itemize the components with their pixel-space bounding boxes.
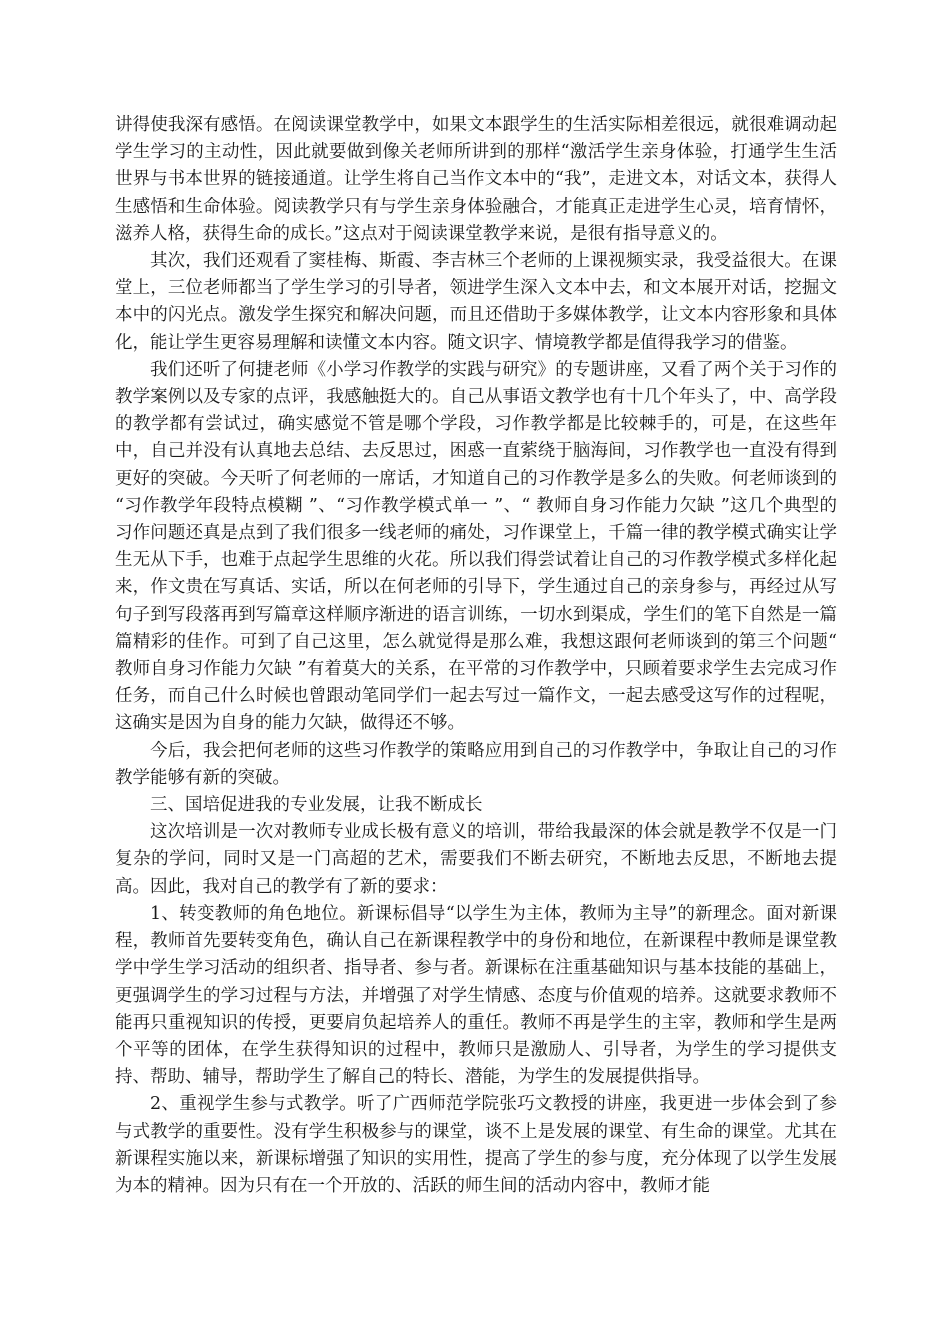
paragraph: 这次培训是一次对教师专业成长极有意义的培训，带给我最深的体会就是教学不仅是一门复杂的学问，同时又是一门高超的艺术，需要我们不断去研究，不断地去反思，不断地去提高。因此，我对自己的教学有了新的要求： (115, 822, 837, 897)
paragraph: 1、转变教师的角色地位。新课标倡导“以学生为主体，教师为主导”的新理念。面对新课程，教师首先要转变角色，确认自己在新课程教学中的身份和地位，在新课程中教师是课堂教学中学生学习活动的组织者、指导者、参与者。新课标在注重基础知识与基本技能的基础上，更强调学生的学习过程与方法，并增强了对学生情感、态度与价值观的培养。这就要求教师不能再只重视知识的传授，更要肩负起培养人的重任。教师不再是学生的主宰，教师和学生是两个平等的团体，在学生获得知识的过程中，教师只是激励人、引导者，为学生的学习提供支持、帮助、辅导，帮助学生了解自己的特长、潜能，为学生的发展提供指导。 (115, 903, 837, 1088)
paragraph: 今后，我会把何老师的这些习作教学的策略应用到自己的习作教学中，争取让自己的习作教学能够有新的突破。 (115, 740, 837, 788)
paragraph: 我们还听了何捷老师《小学习作教学的实践与研究》的专题讲座，又看了两个关于习作的教学案例以及专家的点评，我感触挺大的。自己从事语文教学也有十几个年头了，中、高学段的教学都有尝试过，确实感觉不管是哪个学段，习作教学都是比较棘手的，可是，在这些年中，自己并没有认真地去总结、去反思过，困惑一直萦绕于脑海间，习作教学也一直没有得到更好的突破。今天听了何老师的一席话，才知道自己的习作教学是多么的失败。何老师谈到的 “习作教学年段特点模糊 ”、“习作教学模式单一 ”、“ 教师自身习作能力欠缺 ”这几个典型的习作问题还真是点到了我们很多一线老师的痛处，习作课堂上，千篇一律的教学模式确实让学生无从下手，也难于点起学生思维的火花。所以我们得尝试着让自己的习作教学模式多样化起来，作文贵在写真话、实话，所以在何老师的引导下，学生通过自己的亲身参与，再经过从写句子到写段落再到写篇章这样顺序渐进的语言训练，一切水到渠成，学生们的笔下自然是一篇篇精彩的佳作。可到了自己这里，怎么就觉得是那么难，我想这跟何老师谈到的第三个问题“ 教师自身习作能力欠缺 ”有着莫大的关系，在平常的习作教学中，只顾着要求学生去完成习作任务，而自己什么时候也曾跟动笔同学们一起去写过一篇作文，一起去感受这写作的过程呢，这确实是因为自身的能力欠缺，做得还不够。 (115, 359, 837, 734)
paragraph: 2、重视学生参与式教学。听了广西师范学院张巧文教授的讲座，我更进一步体会到了参与式教学的重要性。没有学生积极参与的课堂，谈不上是发展的课堂、有生命的课堂。尤其在新课程实施以来，新课标增强了知识的实用性，提高了学生的参与度，充分体现了以学生发展为本的精神。因为只有在一个开放的、活跃的师生间的活动内容中，教师才能 (115, 1094, 837, 1196)
section-heading: 三、国培促进我的专业发展，让我不断成长 (150, 795, 483, 816)
document-body (115, 112, 837, 1200)
paragraph: 讲得使我深有感悟。在阅读课堂教学中，如果文本跟学生的生活实际相差很远，就很难调动起学生学习的主动性，因此就要做到像关老师所讲到的那样“激活学生亲身体验，打通学生生活世界与书本世界的链接通道。让学生将自己当作文本中的“我”，走进文本，对话文本，获得人生感悟和生命体验。阅读教学只有与学生亲身体验融合，才能真正走进学生心灵，培育情怀，滋养人格，获得生命的成长。”这点对于阅读课堂教学来说，是很有指导意义的。 (115, 115, 837, 244)
paragraph: 其次，我们还观看了窦桂梅、斯霞、李吉林三个老师的上课视频实录，我受益很大。在课堂上，三位老师都当了学生学习的引导者，领进学生深入文本中去，和文本展开对话，挖掘文本中的闪光点。激发学生探究和解决问题，而且还借助于多媒体教学，让文本内容形象和具体化，能让学生更容易理解和读懂文本内容。随文识字、情境教学都是值得我学习的借鉴。 (115, 251, 837, 353)
